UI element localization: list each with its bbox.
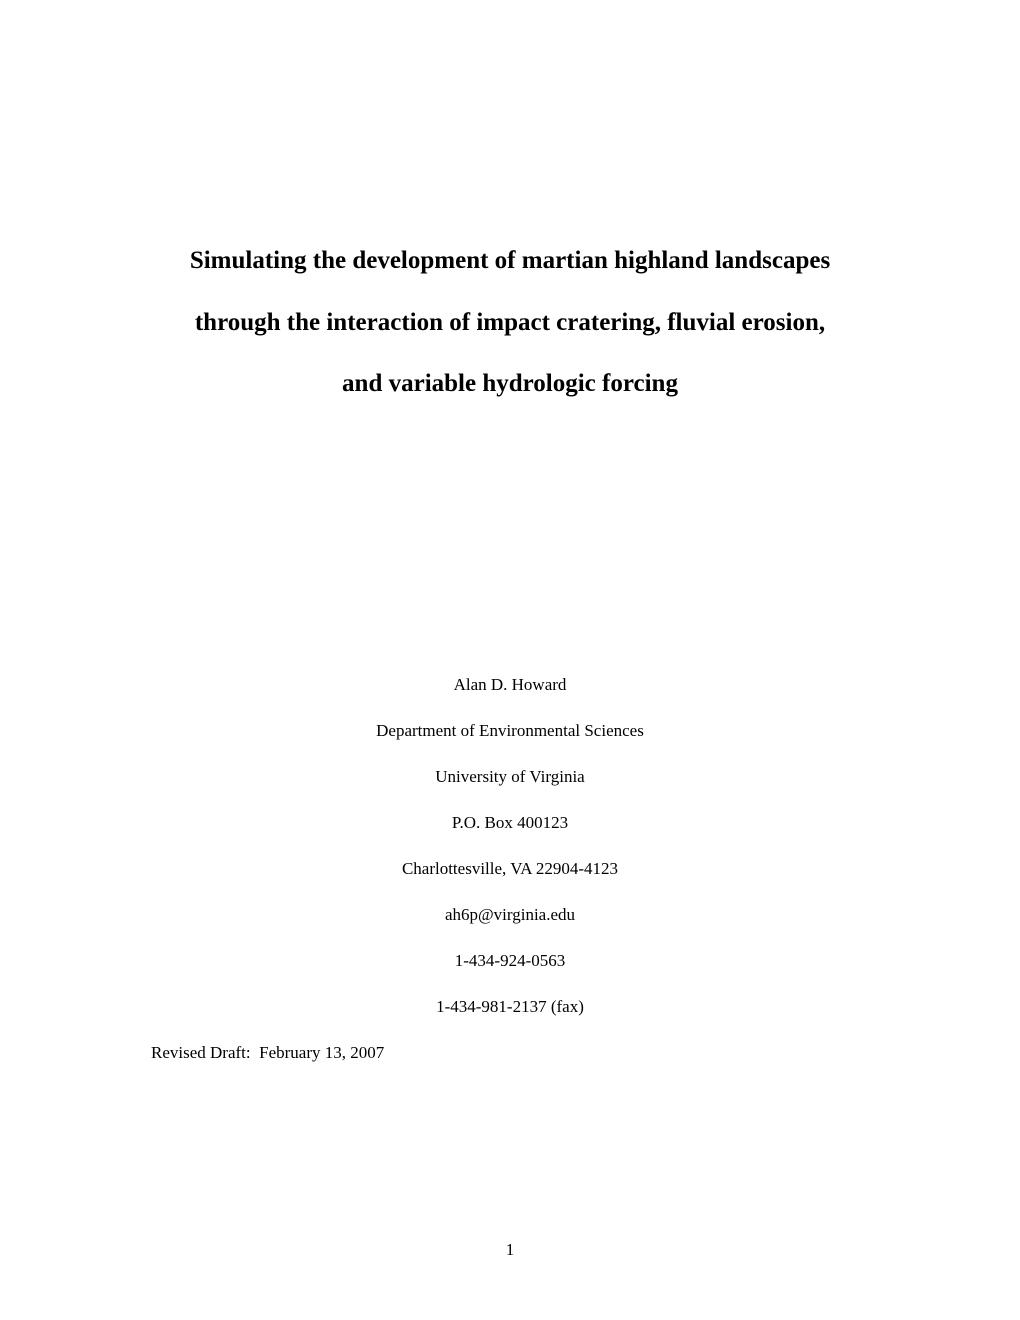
title-line-2: through the interaction of impact cratering, fluvial erosion, — [194, 309, 826, 336]
author-fax: 1-434-981-2137 (fax) — [436, 997, 584, 1016]
author-phone: 1-434-924-0563 — [454, 951, 566, 970]
title-line-1: Simulating the development of martian highland landscapes — [189, 247, 831, 274]
author-department: Department of Environmental Sciences — [376, 721, 644, 740]
revised-draft-date: Revised Draft: February 13, 2007 — [151, 1043, 385, 1062]
page-number: 1 — [505, 1240, 515, 1259]
author-po-box: P.O. Box 400123 — [451, 813, 569, 832]
author-city: Charlottesville, VA 22904-4123 — [401, 859, 619, 878]
author-university: University of Virginia — [435, 767, 585, 786]
author-name: Alan D. Howard — [453, 675, 567, 694]
title-line-3: and variable hydrologic forcing — [342, 370, 678, 397]
author-email: ah6p@virginia.edu — [444, 905, 576, 924]
